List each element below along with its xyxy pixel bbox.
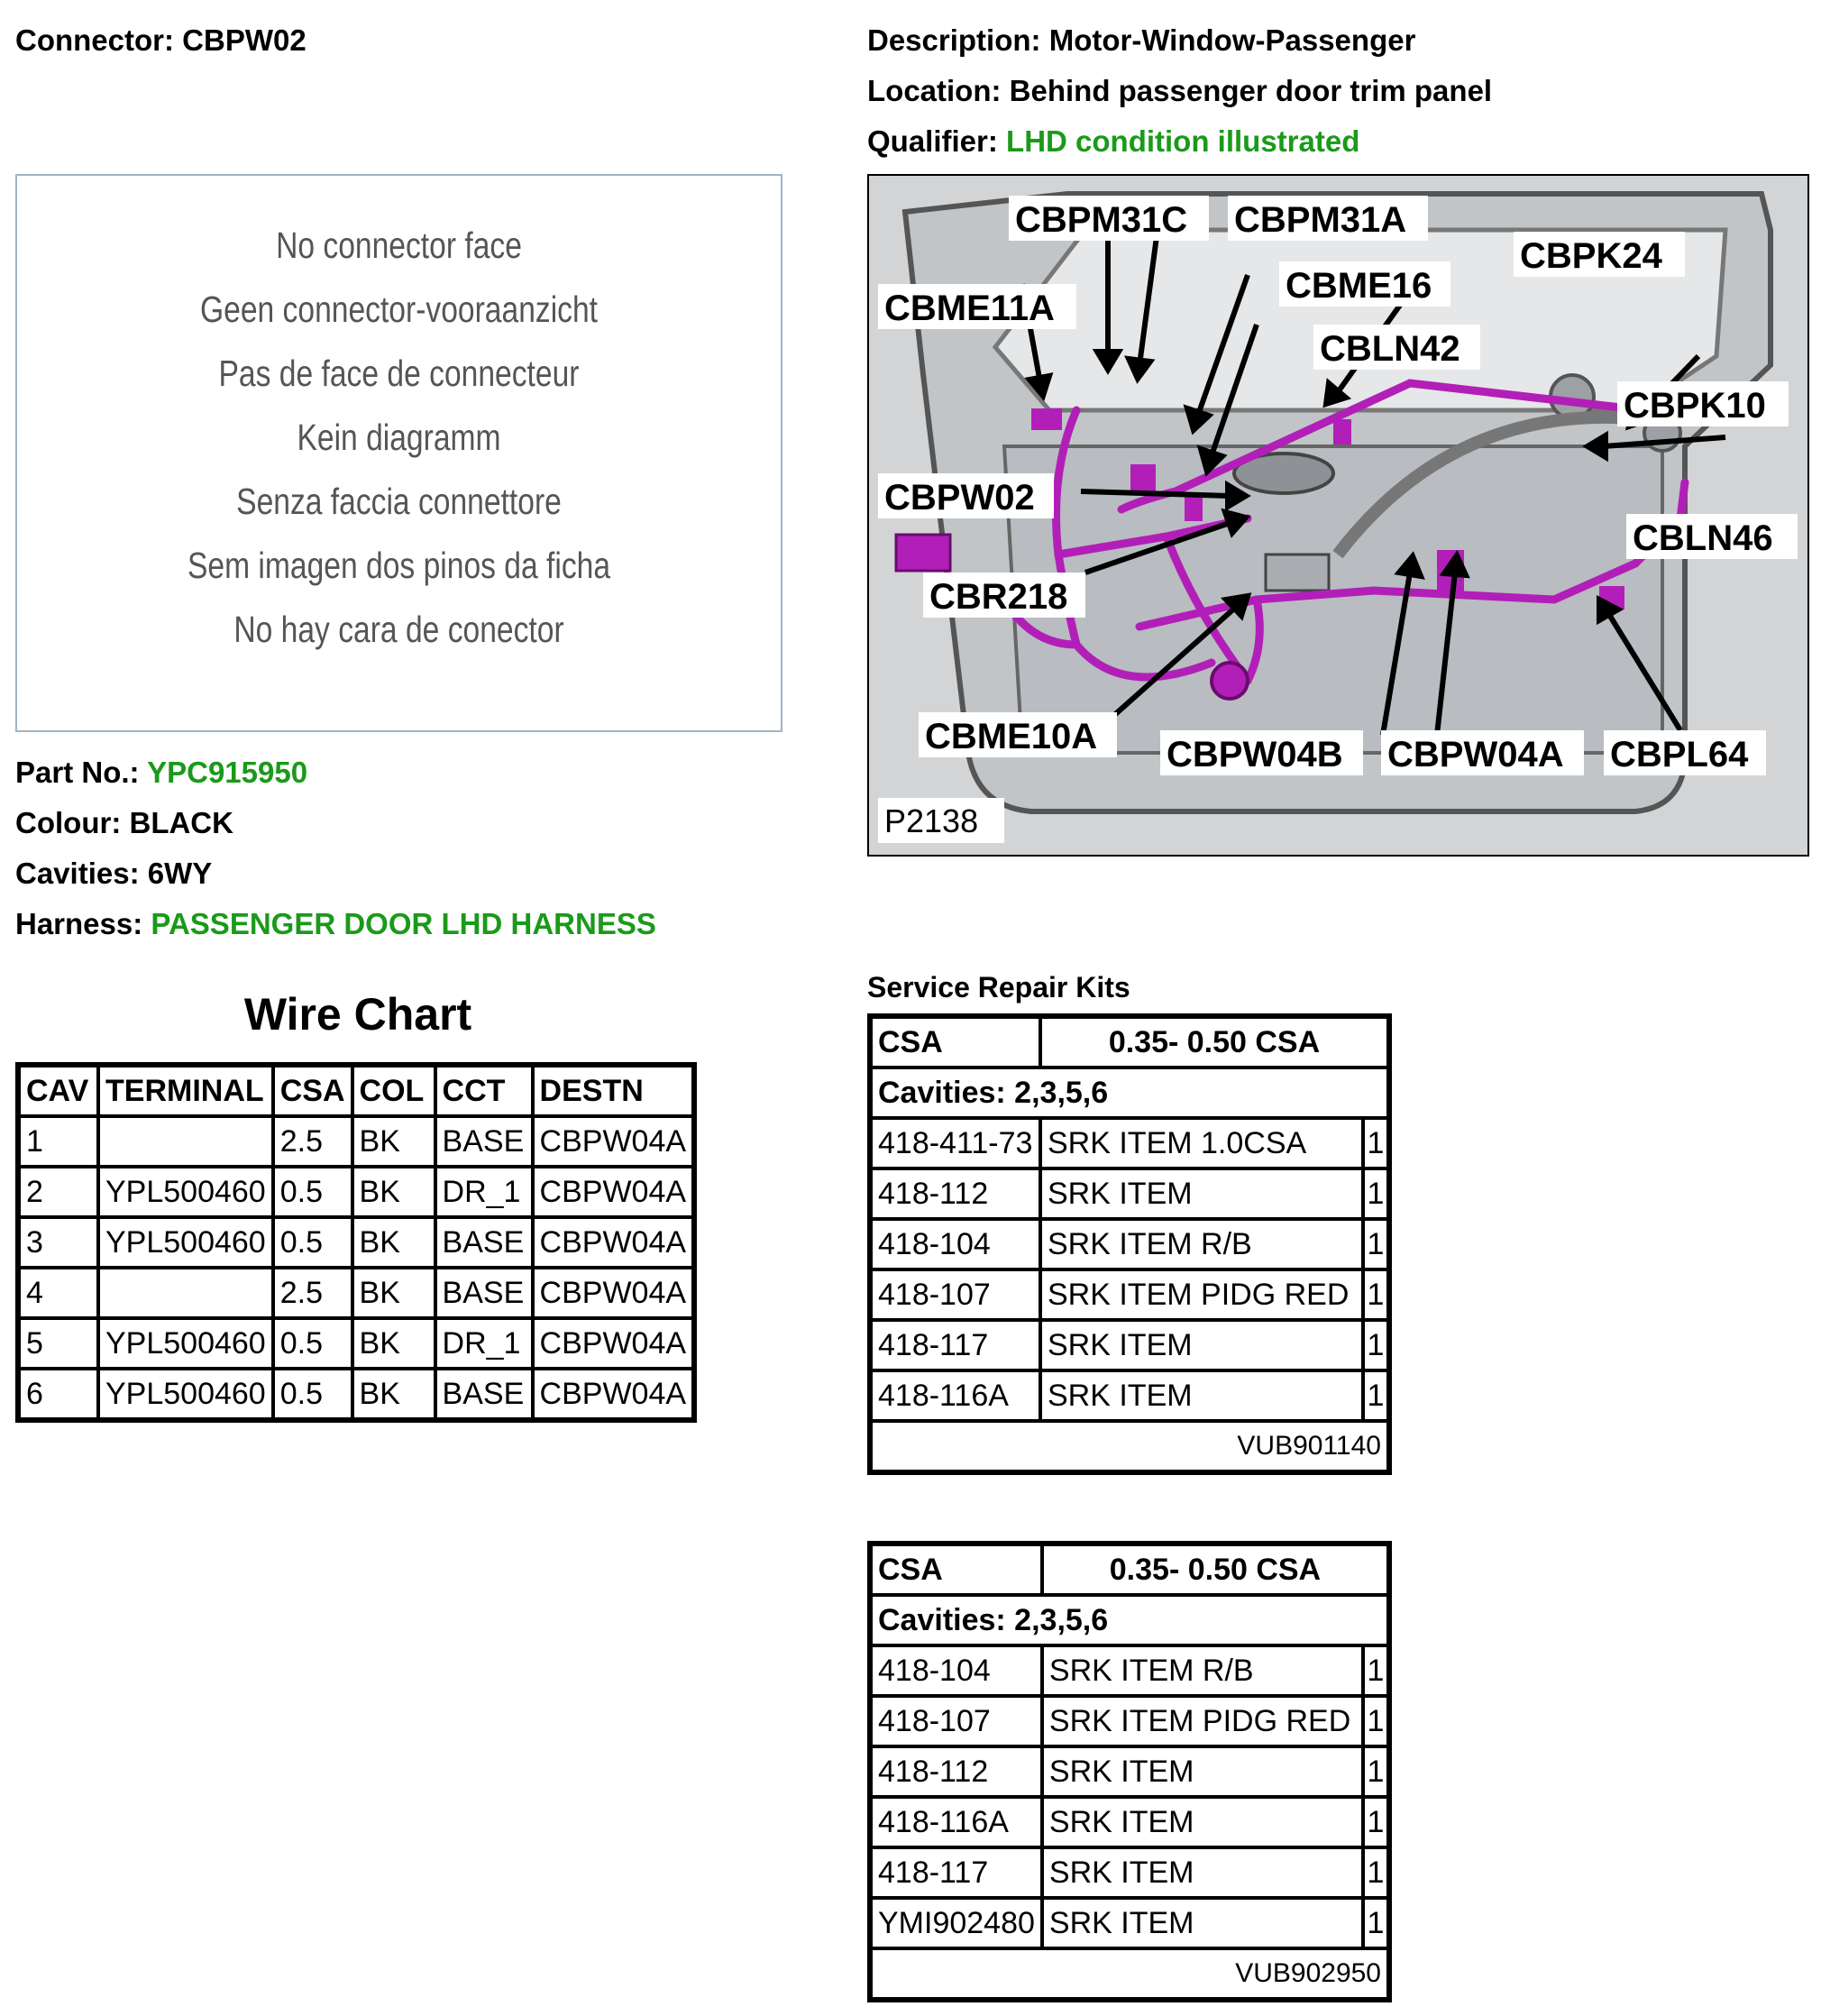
- callout-label: [1279, 261, 1450, 307]
- kit-part-no: 418-117: [871, 1847, 1042, 1898]
- cell: [98, 1116, 273, 1167]
- table-row: [19, 1167, 693, 1217]
- callout-label: [1160, 730, 1363, 775]
- kit-item-desc: SRK ITEM R/B: [1040, 1219, 1363, 1269]
- cell: YPL500460: [98, 1369, 273, 1419]
- qualifier-line: [867, 124, 1359, 159]
- cell: 5: [19, 1318, 98, 1369]
- cell: YPL500460: [98, 1217, 273, 1268]
- kit-item-qty: 1: [1363, 1696, 1388, 1746]
- callout-text: CBPK24: [1520, 236, 1662, 276]
- cell: CBPW04A: [533, 1318, 694, 1369]
- kit-footer-row: [871, 1948, 1388, 1999]
- cell: DR_1: [435, 1318, 533, 1369]
- no-face-line: No connector face: [276, 225, 522, 266]
- kit-item-desc: SRK ITEM: [1042, 1797, 1363, 1847]
- kit-item-desc: SRK ITEM: [1040, 1168, 1363, 1219]
- cell: CBPW04A: [533, 1369, 694, 1419]
- column-header: TERMINAL: [98, 1066, 273, 1116]
- cell: 6: [19, 1369, 98, 1419]
- cell: CBPW04A: [533, 1217, 694, 1268]
- location-label: Location:: [867, 74, 1002, 107]
- table-row: [871, 1847, 1388, 1898]
- location-value: Behind passenger door trim panel: [1009, 74, 1493, 107]
- no-face-line: Pas de face de connecteur: [218, 353, 580, 394]
- kit-item-qty: 1: [1363, 1320, 1388, 1370]
- kit-cavities: Cavities: 2,3,5,6: [871, 1595, 1388, 1645]
- repair-kit-table: [867, 1541, 1392, 2002]
- kit-part-no: 418-104: [871, 1645, 1042, 1696]
- callout-label: [1626, 514, 1798, 559]
- kit-part-no: 418-411-73: [871, 1118, 1040, 1168]
- kit-item-qty: 1: [1363, 1645, 1388, 1696]
- connector-location-image: [867, 174, 1809, 857]
- cell: BASE: [435, 1116, 533, 1167]
- kit-footer-row: [871, 1421, 1388, 1471]
- cell: BASE: [435, 1217, 533, 1268]
- kit-header-row: [871, 1017, 1388, 1068]
- kit-part-no: 418-116A: [871, 1370, 1040, 1421]
- callout-label: [919, 712, 1117, 757]
- table-row: [871, 1645, 1388, 1696]
- cell: BK: [352, 1268, 435, 1318]
- cell: [98, 1268, 273, 1318]
- no-face-line: Geen connector-vooraanzicht: [199, 289, 599, 330]
- callout-text: CBME11A: [884, 289, 1055, 328]
- callout-label: [1228, 196, 1428, 241]
- kit-item-desc: SRK ITEM PIDG RED: [1040, 1269, 1363, 1320]
- no-face-line: Senza faccia connettore: [236, 481, 562, 522]
- callout-label: [1009, 196, 1209, 241]
- cell: CBPW04A: [533, 1268, 694, 1318]
- description-line: [867, 23, 1415, 58]
- cell: 3: [19, 1217, 98, 1268]
- kit-item-desc: SRK ITEM: [1042, 1898, 1363, 1948]
- part-no-label: Part No.:: [15, 756, 140, 789]
- cell: 0.5: [273, 1167, 352, 1217]
- kit-item-qty: 1: [1363, 1746, 1388, 1797]
- cell: 1: [19, 1116, 98, 1167]
- table-row: [871, 1168, 1388, 1219]
- kit-part-no: 418-112: [871, 1746, 1042, 1797]
- table-row: [19, 1116, 693, 1167]
- kit-cavities-row: [871, 1595, 1388, 1645]
- callout-label: [1514, 232, 1685, 277]
- cell: BK: [352, 1116, 435, 1167]
- table-row: [871, 1269, 1388, 1320]
- cavities-line: [15, 857, 212, 891]
- connector-value: CBPW02: [182, 23, 307, 57]
- kit-item-qty: 1: [1363, 1370, 1388, 1421]
- kit-item-qty: 1: [1363, 1898, 1388, 1948]
- column-header: CSA: [273, 1066, 352, 1116]
- colour-line: [15, 806, 233, 840]
- part-no-line: [15, 756, 307, 790]
- kit-cavities-row: [871, 1068, 1388, 1118]
- column-header: CCT: [435, 1066, 533, 1116]
- kit-number: VUB901140: [871, 1421, 1388, 1471]
- kit-item-qty: 1: [1363, 1847, 1388, 1898]
- description-label: Description:: [867, 23, 1041, 57]
- table-row: [19, 1318, 693, 1369]
- callout-text: CBPM31C: [1015, 200, 1188, 240]
- kit-part-no: 418-107: [871, 1269, 1040, 1320]
- table-row: [871, 1746, 1388, 1797]
- table-row: [19, 1217, 693, 1268]
- cell: 0.5: [273, 1217, 352, 1268]
- cell: BK: [352, 1167, 435, 1217]
- qualifier-value: LHD condition illustrated: [1006, 124, 1360, 158]
- kit-item-desc: SRK ITEM PIDG RED: [1042, 1696, 1363, 1746]
- cell: YPL500460: [98, 1167, 273, 1217]
- figure-id-text: P2138: [884, 802, 979, 839]
- cell: 2: [19, 1167, 98, 1217]
- callout-text: CBPW04A: [1387, 735, 1564, 774]
- callout-text: CBPK10: [1624, 386, 1766, 426]
- column-header: COL: [352, 1066, 435, 1116]
- column-header: CAV: [19, 1066, 98, 1116]
- cavities-label: Cavities:: [15, 857, 140, 890]
- cell: BK: [352, 1217, 435, 1268]
- callout-label: [923, 573, 1085, 618]
- table-row: [871, 1118, 1388, 1168]
- table-row: [19, 1369, 693, 1419]
- cavities-value: 6WY: [147, 857, 213, 890]
- cell: DR_1: [435, 1167, 533, 1217]
- cell: 2.5: [273, 1268, 352, 1318]
- column-header: DESTN: [533, 1066, 694, 1116]
- colour-label: Colour:: [15, 806, 122, 839]
- no-face-line: Kein diagramm: [297, 417, 501, 458]
- kit-item-qty: 1: [1363, 1118, 1388, 1168]
- callout-label: [878, 473, 1054, 518]
- cell: 0.5: [273, 1318, 352, 1369]
- kit-item-desc: SRK ITEM: [1042, 1847, 1363, 1898]
- cell: 0.5: [273, 1369, 352, 1419]
- csa-value: 0.35- 0.50 CSA: [1042, 1544, 1388, 1595]
- cell: BASE: [435, 1369, 533, 1419]
- wire-chart-title: Wire Chart: [243, 989, 472, 1040]
- table-row: [871, 1370, 1388, 1421]
- callout-text: CBLN46: [1633, 518, 1773, 558]
- kit-item-desc: SRK ITEM: [1040, 1370, 1363, 1421]
- kit-number: VUB902950: [871, 1948, 1388, 1999]
- callout-label: [1381, 730, 1584, 775]
- table-header-row: [19, 1066, 693, 1116]
- location-line: [867, 74, 1492, 108]
- table-row: [871, 1219, 1388, 1269]
- kit-header-row: [871, 1544, 1388, 1595]
- callout-label: [1313, 325, 1480, 370]
- kit-item-desc: SRK ITEM R/B: [1042, 1645, 1363, 1696]
- csa-label: CSA: [871, 1544, 1042, 1595]
- part-no-value: YPC915950: [147, 756, 308, 789]
- cell: CBPW04A: [533, 1167, 694, 1217]
- callout-text: CBPM31A: [1234, 200, 1407, 240]
- table-row: [871, 1320, 1388, 1370]
- kit-part-no: 418-104: [871, 1219, 1040, 1269]
- connector-line: [15, 23, 307, 58]
- colour-value: BLACK: [129, 806, 233, 839]
- callout-text: CBLN42: [1320, 329, 1460, 369]
- description-value: Motor-Window-Passenger: [1048, 23, 1416, 57]
- kit-cavities: Cavities: 2,3,5,6: [871, 1068, 1388, 1118]
- table-row: [871, 1797, 1388, 1847]
- callout-text: CBME16: [1286, 266, 1432, 306]
- cell: YPL500460: [98, 1318, 273, 1369]
- cell: 4: [19, 1268, 98, 1318]
- callout-text: CBR218: [929, 577, 1068, 617]
- qualifier-label: Qualifier:: [867, 124, 998, 158]
- cell: 2.5: [273, 1116, 352, 1167]
- cell: BK: [352, 1318, 435, 1369]
- cell: BASE: [435, 1268, 533, 1318]
- no-connector-face-panel: [15, 174, 782, 732]
- cell: CBPW04A: [533, 1116, 694, 1167]
- figure-id-label: [878, 798, 1004, 843]
- kit-item-qty: 1: [1363, 1269, 1388, 1320]
- harness-label: Harness:: [15, 907, 143, 940]
- harness-line: [15, 907, 656, 941]
- kit-item-desc: SRK ITEM 1.0CSA: [1040, 1118, 1363, 1168]
- kit-part-no: YMI902480: [871, 1898, 1042, 1948]
- connector-label: Connector:: [15, 23, 174, 57]
- kit-item-qty: 1: [1363, 1797, 1388, 1847]
- no-face-line: No hay cara de conector: [233, 609, 564, 650]
- repair-kit-table: [867, 1013, 1392, 1475]
- kit-part-no: 418-116A: [871, 1797, 1042, 1847]
- csa-label: CSA: [871, 1017, 1040, 1068]
- no-face-line: Sem imagen dos pinos da ficha: [187, 545, 611, 586]
- callout-text: CBPL64: [1610, 735, 1749, 774]
- cell: BK: [352, 1369, 435, 1419]
- callout-label: [878, 284, 1076, 329]
- csa-value: 0.35- 0.50 CSA: [1040, 1017, 1388, 1068]
- harness-value: PASSENGER DOOR LHD HARNESS: [151, 907, 656, 940]
- kit-item-qty: 1: [1363, 1168, 1388, 1219]
- callout-label: [1604, 730, 1766, 775]
- callout-text: CBPW02: [884, 478, 1035, 518]
- table-row: [19, 1268, 693, 1318]
- callout-label: [1617, 381, 1789, 426]
- service-repair-kits-title: Service Repair Kits: [867, 971, 1130, 1003]
- table-row: [871, 1898, 1388, 1948]
- kit-item-desc: SRK ITEM: [1042, 1746, 1363, 1797]
- callout-text: CBPW04B: [1167, 735, 1343, 774]
- kit-item-qty: 1: [1363, 1219, 1388, 1269]
- kit-item-desc: SRK ITEM: [1040, 1320, 1363, 1370]
- kit-part-no: 418-117: [871, 1320, 1040, 1370]
- kit-part-no: 418-107: [871, 1696, 1042, 1746]
- kit-part-no: 418-112: [871, 1168, 1040, 1219]
- table-row: [871, 1696, 1388, 1746]
- callout-text: CBME10A: [925, 717, 1098, 756]
- door-illustration: [869, 176, 1807, 855]
- wire-chart-table: [15, 1062, 697, 1423]
